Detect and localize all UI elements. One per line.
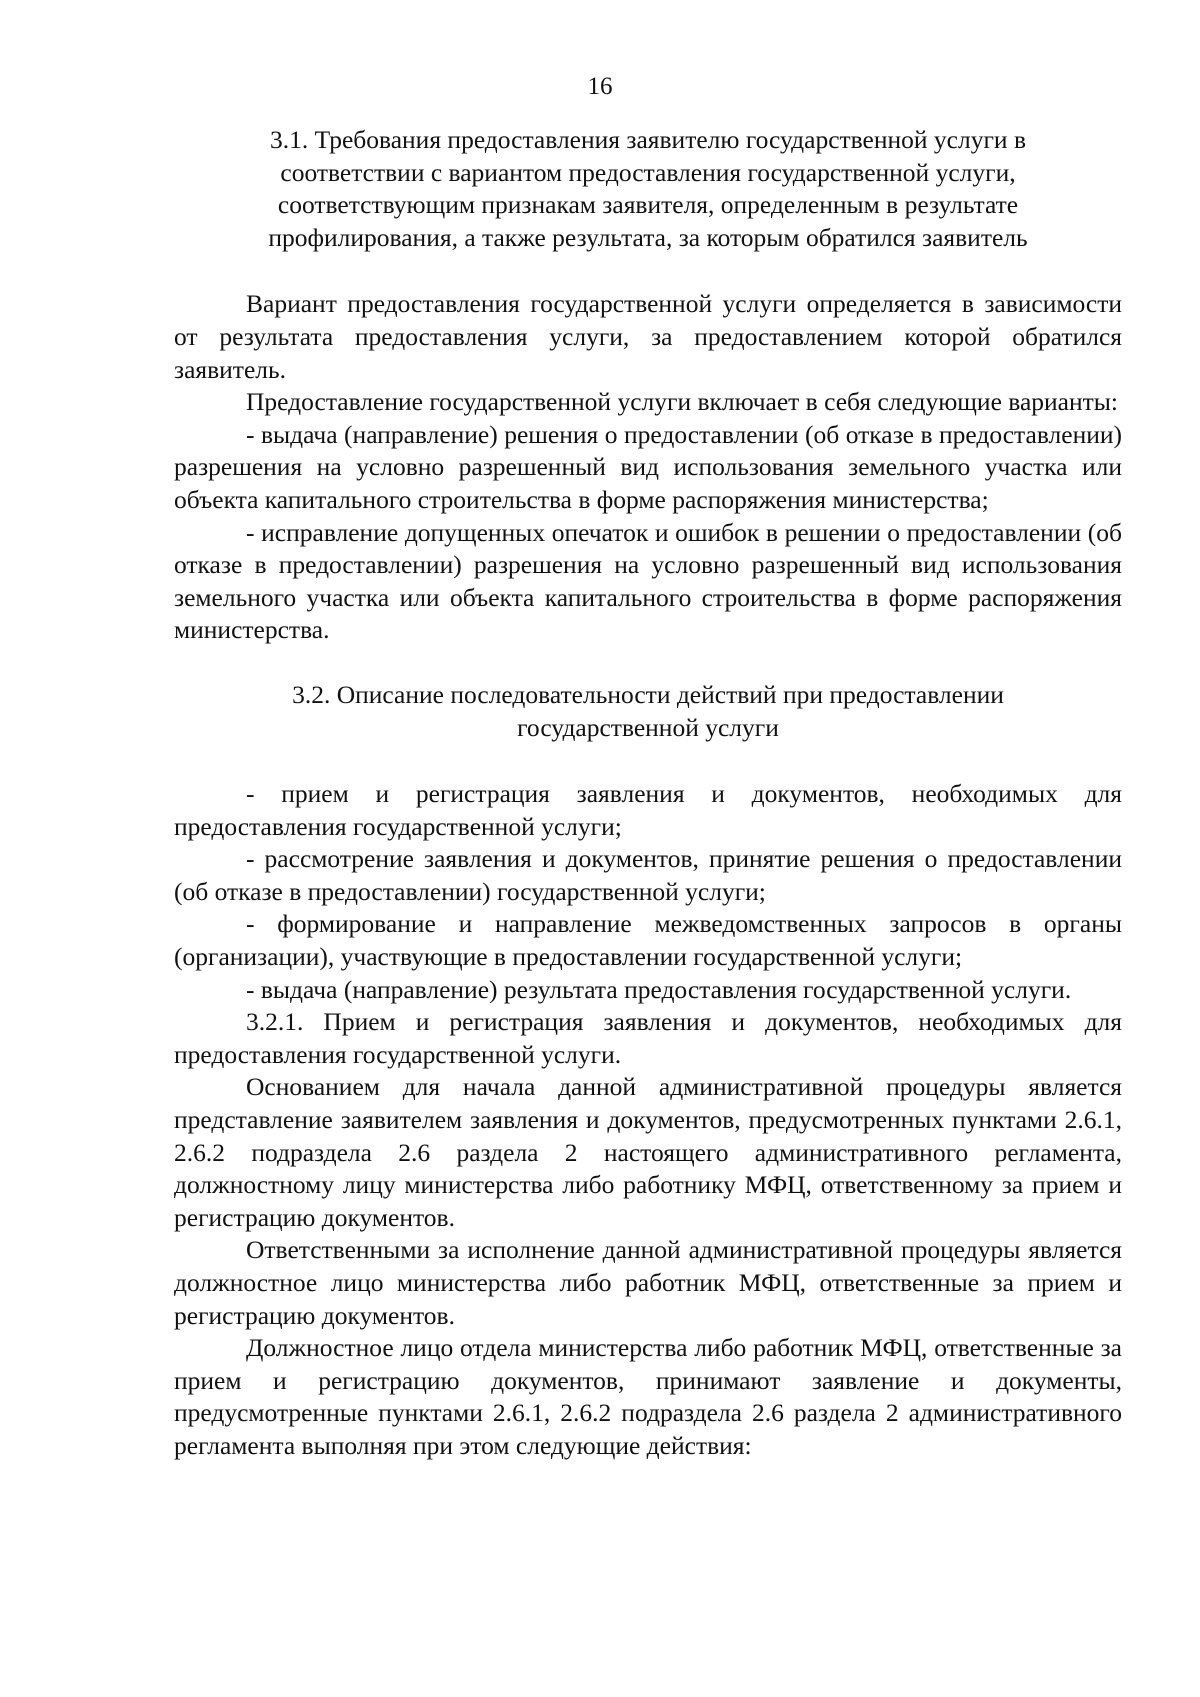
heading-line: 3.2. Описание последовательности действий при предоставлении: [292, 679, 1004, 709]
section-heading-3-1: [174, 124, 1122, 254]
paragraph: Должностное лицо отдела министерства либо работник МФЦ, ответственные за прием и регистрацию документов, принимают заявление и документы, предусмотренные пунктами 2.6.1, 2.6.2 подраздела 2.6 раздела 2 административного регламента выполняя при этом следующие действия:: [174, 1333, 1122, 1460]
document-body: [174, 124, 1122, 1463]
paragraph: Ответственными за исполнение данной административной процедуры является должностное лицо министерства либо работник МФЦ, ответственные за прием и регистрацию документов.: [174, 1235, 1122, 1330]
heading-line: государственной услуги: [517, 712, 779, 742]
list-item: - формирование и направление межведомственных запросов в органы (организации), участвующие в предоставлении государственной услуги;: [174, 909, 1122, 972]
section-heading-3-2: [258, 679, 1038, 744]
heading-line: соответствии с вариантом предоставления государственной услуги,: [280, 157, 1016, 187]
heading-line: профилирования, а также результата, за которым обратился заявитель: [268, 222, 1028, 252]
subsection-title-3-2-1: 3.2.1. Прием и регистрация заявления и документов, необходимых для предоставления государственной услуги.: [174, 1007, 1122, 1069]
list-item: - выдача (направление) результата предоставления государственной услуги.: [246, 974, 1072, 1004]
list-item: - исправление допущенных опечаток и ошибок в решении о предоставлении (об отказе в предоставлении) разрешения на условно разрешенный вид использования земельного участка или объекта капитального строительства в форме распоряжения министерства.: [174, 517, 1122, 645]
paragraph: Предоставление государственной услуги включает в себя следующие варианты:: [246, 387, 1119, 417]
paragraph: Вариант предоставления государственной услуги определяется в зависимости от результата предоставления услуги, за предоставлением которой обратился заявитель.: [174, 289, 1122, 384]
heading-line: 3.1. Требования предоставления заявителю государственной услуги в: [269, 125, 1026, 154]
heading-line: соответствующим признакам заявителя, определенным в результате: [277, 190, 1019, 220]
list-item: - прием и регистрация заявления и документов, необходимых для предоставления государственной услуги;: [174, 779, 1122, 841]
page-number: 16: [587, 73, 613, 100]
list-item: - рассмотрение заявления и документов, принятие решения о предоставлении (об отказе в предоставлении) государственной услуги;: [174, 844, 1122, 906]
paragraph: Основанием для начала данной административной процедуры является представление заявителем заявления и документов, предусмотренных пунктами 2.6.1, 2.6.2 подраздела 2.6 раздела 2 настоящего административного регламента, должностному лицу министерства либо работнику МФЦ, ответственному за прием и регистрацию документов.: [174, 1072, 1122, 1232]
list-item: - выдача (направление) решения о предоставлении (об отказе в предоставлении) разрешения на условно разрешенный вид использования земельного участка или объекта капитального строительства в форме распоряжения министерства;: [174, 419, 1122, 514]
